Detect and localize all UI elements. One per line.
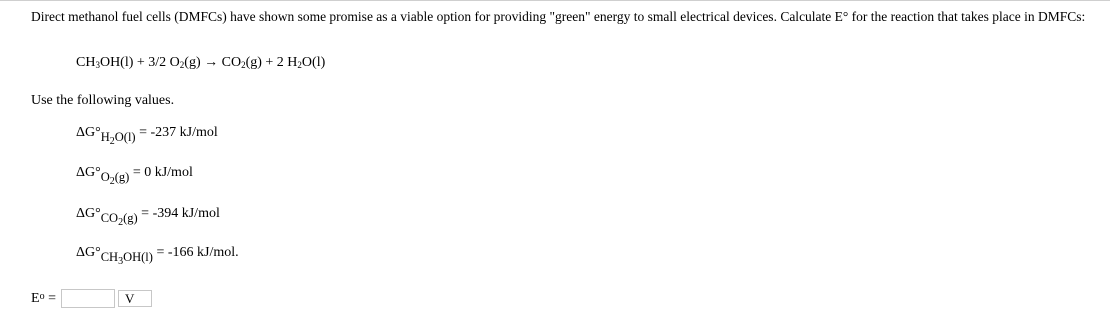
value-text: = -394 kJ/mol (137, 206, 220, 221)
value-row (76, 245, 239, 267)
species-label (100, 170, 130, 187)
delta-g-label: ΔG° (76, 245, 101, 260)
value-text: = -237 kJ/mol (135, 125, 218, 140)
unit-label: V (118, 290, 152, 307)
subscript: 2 (109, 136, 115, 147)
value-row (76, 206, 220, 228)
delta-g-label: ΔG° (76, 125, 101, 140)
value-text: = 0 kJ/mol (129, 165, 193, 180)
species-label (100, 211, 138, 228)
species: H (100, 130, 110, 144)
answer-label (31, 291, 56, 307)
species-rest: OH(l) (123, 250, 153, 264)
reaction-part: O(l) (301, 55, 326, 70)
value-text: = -166 kJ/mol. (152, 245, 239, 260)
value-row (76, 165, 193, 187)
delta-g-label: ΔG° (76, 165, 101, 180)
species: CO (100, 211, 119, 225)
reaction-equation (76, 55, 325, 71)
label-e: E (31, 290, 40, 306)
subscript: 2 (297, 60, 302, 70)
species-rest: O(l) (114, 130, 136, 144)
reaction-part: OH(l) + 3/2 O (99, 55, 180, 70)
species-rest: (g) (123, 211, 138, 225)
species-rest: (g) (114, 170, 130, 184)
species-label (100, 130, 136, 147)
delta-g-label: ΔG° (76, 206, 101, 221)
value-row (76, 125, 218, 147)
superscript: o (39, 290, 45, 302)
equals-sign: = (44, 290, 56, 306)
subscript: 2 (179, 60, 185, 70)
question-text: Direct methanol fuel cells (DMFCs) have shown some promise as a viable option for providing "green" energy to small electrical devices. Calculate E° for the reaction that takes place in DMFCs: (31, 9, 1086, 24)
reaction-part: (g) → CO (184, 55, 242, 70)
top-divider (0, 0, 1110, 1)
species: O (100, 170, 110, 184)
answer-input[interactable] (61, 289, 115, 308)
reactant-methanol: CH (76, 55, 96, 70)
subscript: 2 (241, 60, 246, 70)
subscript: 2 (109, 176, 115, 187)
subscript: 3 (118, 256, 124, 267)
reaction-part: (g) + 2 H (245, 55, 298, 70)
answer-row (31, 289, 152, 308)
subscript: 2 (118, 217, 124, 228)
subscript: 3 (95, 60, 100, 70)
species-label (100, 250, 153, 267)
species: CH (100, 250, 119, 264)
values-intro: Use the following values. (31, 93, 175, 108)
